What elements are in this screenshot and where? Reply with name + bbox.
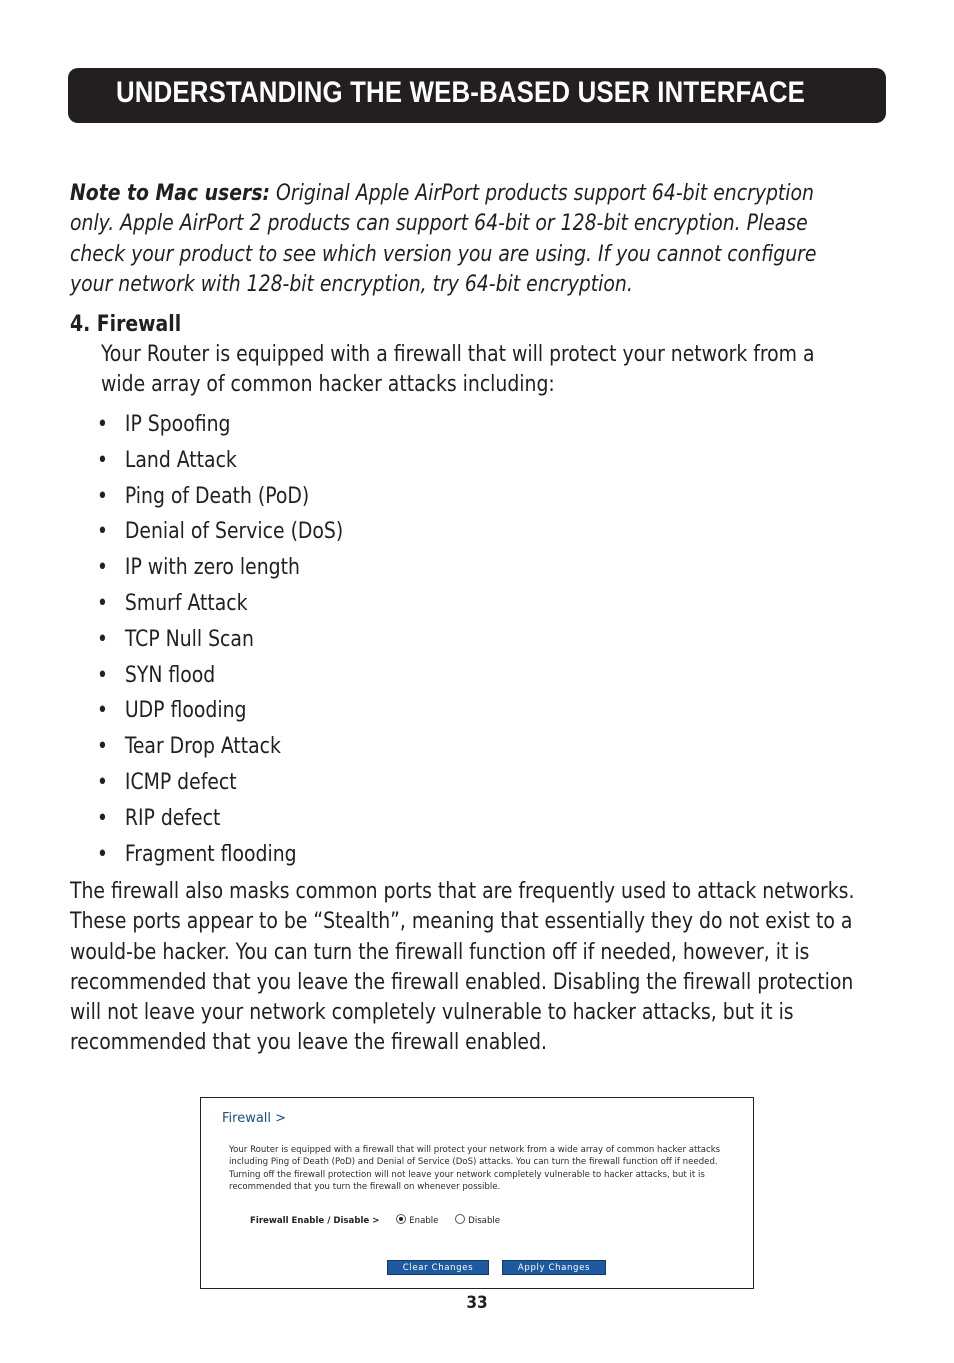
bullet-icon: • (97, 734, 108, 760)
attack-list-item: • IP Spoofing (97, 407, 343, 443)
bullet-icon: • (97, 412, 108, 437)
bullet-icon: • (97, 626, 108, 652)
attack-list-item: • Fragment flooding (97, 837, 343, 873)
section-heading-firewall: 4. Firewall (70, 311, 182, 337)
bullet-icon: • (97, 483, 108, 509)
attack-list-item: • Ping of Death (PoD) (97, 479, 343, 515)
enable-option[interactable] (396, 1214, 438, 1226)
attack-list (97, 407, 343, 872)
attack-list-item: • Denial of Service (DoS) (97, 514, 343, 550)
bullet-icon: • (97, 662, 108, 688)
bullet-icon: • (97, 519, 108, 545)
clear-changes-button[interactable]: Clear Changes (387, 1260, 489, 1275)
section-intro: Your Router is equipped with a firewall that will protect your network from a wide array of common hacker attacks including: (101, 341, 815, 398)
attack-list-item: • TCP Null Scan (97, 622, 343, 658)
page-number: 33 (466, 1293, 488, 1313)
disable-option[interactable] (455, 1214, 500, 1226)
firewall-toggle-label: Firewall Enable / Disable > (250, 1216, 380, 1226)
attack-list-item: • Land Attack (97, 443, 343, 479)
attack-list-item: • ICMP defect (97, 765, 343, 801)
note-label: Note to Mac users: (70, 180, 271, 206)
note-text: Original Apple AirPort products support 64-bit encryption only. Apple AirPort 2 products can support 64-bit or 128-bit encryption. Please check your product to see which version you are using. If you cannot configure your network with 128-bit encryption, try 64-bit encryption. (70, 180, 817, 297)
closing-paragraph: The firewall also masks common ports that are frequently used to attack networks. These ports appear to be “Stealth”, meaning that essentially they do not exist to a would-be hacker. You can turn the firewall function off if needed, however, it is recommended that you leave the firewall enabled. Disabling the firewall protection will not leave your network completely vulnerable to hacker attacks, but it is recommended that you leave the firewall enabled. (70, 878, 855, 1056)
enable-radio[interactable] (396, 1214, 406, 1224)
firewall-settings-screenshot (200, 1097, 754, 1289)
attack-list-item: • RIP defect (97, 801, 343, 837)
panel-title: Firewall > (222, 1111, 287, 1126)
attack-list-item: • Tear Drop Attack (97, 729, 343, 765)
bullet-icon: • (97, 698, 108, 724)
apply-changes-button[interactable]: Apply Changes (502, 1260, 606, 1275)
mac-users-note (70, 178, 833, 299)
attack-list-item: • IP with zero length (97, 550, 343, 586)
page-title: UNDERSTANDING THE WEB-BASED USER INTERFACE (116, 76, 806, 109)
bullet-icon: • (97, 805, 108, 831)
attack-list-item: • SYN flood (97, 658, 343, 694)
firewall-toggle-row (250, 1214, 500, 1226)
disable-radio[interactable] (455, 1214, 465, 1224)
bullet-icon: • (97, 555, 108, 581)
bullet-icon: • (97, 590, 108, 616)
attack-list-item: • UDP flooding (97, 693, 343, 729)
enable-label: Enable (409, 1216, 439, 1226)
panel-description: Your Router is equipped with a firewall that will protect your network from a wide array of common hacker attacks including Ping of Death (PoD) and Denial of Service (DoS) attacks. You can turn the firewall function off if needed. Turning off the firewall protection will not leave your network completely vulnerable to hacker attacks, but it is recommended that you turn the firewall on whenever possible. (229, 1145, 721, 1193)
attack-list-item: • Smurf Attack (97, 586, 343, 622)
bullet-icon: • (97, 447, 108, 473)
bullet-icon: • (97, 769, 108, 795)
bullet-icon: • (97, 841, 108, 867)
disable-label: Disable (468, 1216, 501, 1226)
